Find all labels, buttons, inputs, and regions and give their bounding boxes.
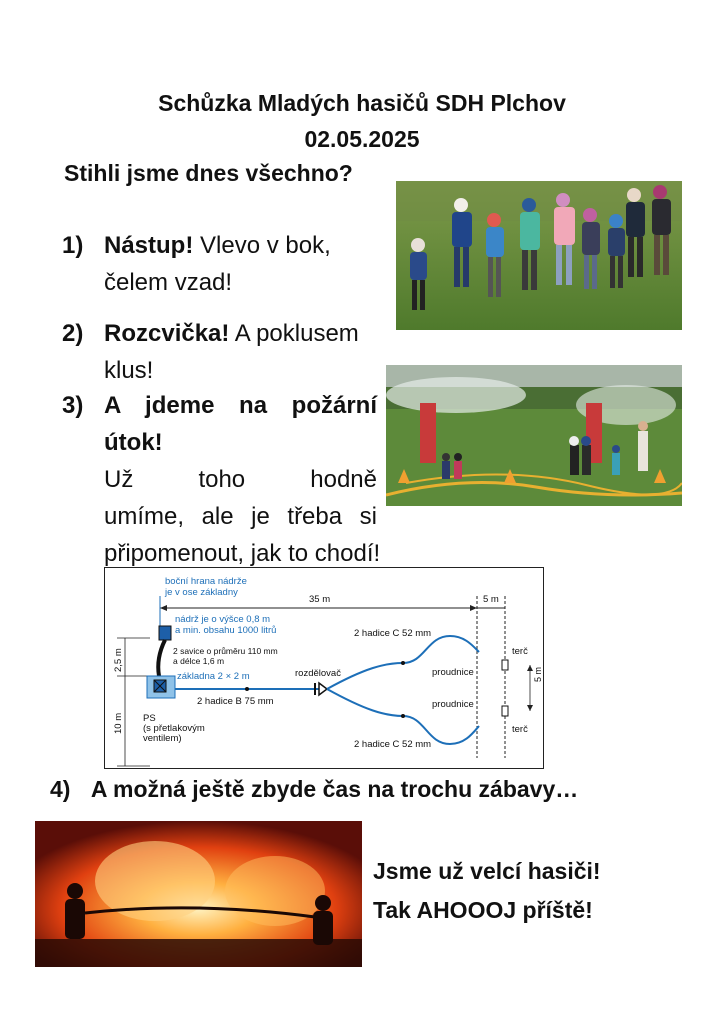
list-item-4: [50, 776, 578, 803]
item-text: čelem vzad!: [104, 269, 233, 296]
fire-attack-photo: [386, 365, 682, 506]
list-item-2: [62, 315, 377, 389]
list-item-3: [62, 387, 381, 572]
item-text: Vlevo v bok,: [193, 232, 331, 259]
dim-2-5m: 2,5 m: [113, 648, 124, 672]
item-number: 1): [62, 232, 84, 259]
closing-line-1: Jsme už velcí hasiči!: [373, 858, 601, 884]
item-bold: útok!: [104, 429, 163, 456]
suction-label: a délce 1,6 m: [173, 656, 225, 666]
nozzle-bottom-label: proudnice: [432, 699, 474, 710]
splitter-label: rozdělovač: [295, 668, 341, 679]
hose-c-bottom-label: 2 hadice C 52 mm: [354, 739, 432, 750]
closing-line-2: Tak AHOOOJ příště!: [373, 897, 593, 923]
pump-label: PS: [143, 713, 156, 724]
fire-photo: [35, 821, 362, 967]
item-bold: A jdeme na požární: [104, 392, 377, 419]
question-heading: Stihli jsme dnes všechno?: [64, 160, 353, 186]
pump-label: ventilem): [143, 733, 182, 744]
item-bold: Rozcvička!: [104, 320, 230, 347]
distance-35m: 35 m: [309, 594, 331, 605]
hose-c-top-label: 2 hadice C 52 mm: [354, 628, 432, 639]
item-text: A poklusem: [229, 320, 359, 347]
distance-5m: 5 m: [483, 594, 499, 605]
nozzle-top-label: proudnice: [432, 667, 474, 678]
target-bottom-label: terč: [512, 724, 528, 735]
item-number: 2): [62, 320, 84, 347]
item-text: Už toho hodně: [104, 466, 377, 493]
item-text: umíme, ale je třeba si: [104, 503, 377, 530]
fire-attack-diagram: [104, 567, 544, 769]
edge-label: boční hrana nádrže: [165, 576, 247, 587]
kids-lineup-photo: [396, 181, 682, 330]
item-number: 4): [50, 776, 71, 802]
pump-label: (s přetlakovým: [143, 723, 205, 734]
hose-b-label: 2 hadice B 75 mm: [197, 696, 274, 707]
item-text: klus!: [104, 357, 154, 384]
meeting-date: 02.05.2025: [304, 126, 420, 152]
base-label: základna 2 × 2 m: [177, 671, 250, 682]
page-title: Schůzka Mladých hasičů SDH Plchov: [158, 90, 566, 116]
dim-5m-vertical: 5 m: [533, 666, 543, 682]
list-item-1: [62, 227, 377, 301]
item-bold: Nástup!: [104, 232, 194, 259]
edge-label: je v ose základny: [165, 587, 238, 598]
target-board-left: [420, 403, 436, 463]
item-text: A možná ještě zbyde čas na trochu zábavy…: [90, 776, 579, 802]
tank-label: nádrž je o výšce 0,8 m: [175, 614, 271, 625]
item-number: 3): [62, 392, 84, 419]
suction-label: 2 savice o průměru 110 mm: [173, 646, 278, 656]
tank-label: a min. obsahu 1000 litrů: [175, 625, 277, 636]
item-text: připomenout, jak to chodí!: [104, 540, 381, 567]
dim-10m: 10 m: [113, 712, 124, 734]
target-top-label: terč: [512, 646, 528, 657]
